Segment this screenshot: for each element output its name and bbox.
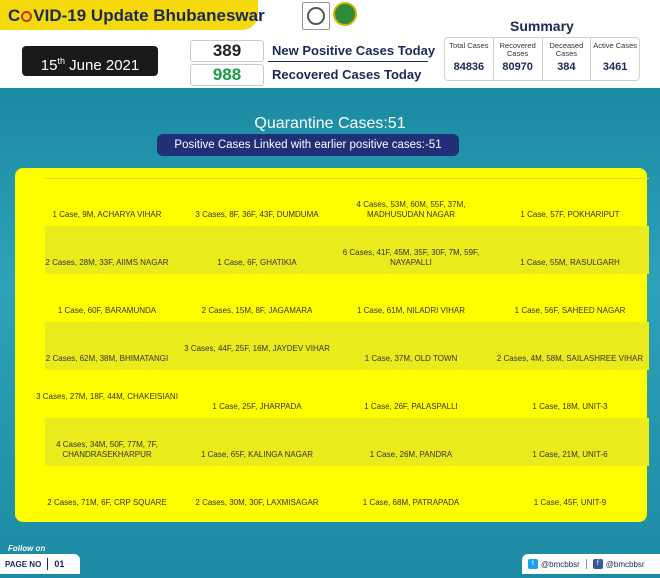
social-divider — [586, 559, 587, 569]
summary-value: 3461 — [602, 61, 628, 73]
page-label: PAGE NO — [5, 559, 42, 569]
summary-deceased — [543, 38, 592, 80]
summary-value: 384 — [557, 61, 576, 73]
case-cell: 1 Case, 68M, PATRAPADA — [362, 498, 460, 507]
title-banner — [0, 0, 265, 30]
twitter-handle[interactable]: @bmcbbsr — [541, 559, 580, 569]
case-cell: 2 Cases, 15M, 8F, JAGAMARA — [201, 306, 313, 315]
odisha-emblem-logo — [302, 2, 330, 30]
summary-active — [591, 38, 639, 80]
case-cell: 4 Cases, 53M, 60M, 55F, 37M, MADHUSUDAN NAGAR — [356, 200, 466, 219]
case-cell: 3 Cases, 44F, 25F, 16M, JAYDEV VIHAR — [184, 344, 330, 353]
quarantine-subtitle: Positive Cases Linked with earlier positive cases:-51 — [157, 134, 459, 156]
summary-total — [445, 38, 494, 80]
case-cell: 1 Case, 26F, PALASPALLI — [364, 402, 458, 411]
case-cell: 1 Case, 26M, PANDRA — [369, 450, 453, 459]
case-cell: 1 Case, 61M, NILADRI VIHAR — [356, 306, 466, 315]
date-suffix: th — [57, 56, 65, 66]
summary-label: Total Cases — [449, 41, 489, 50]
cases-panel — [15, 168, 647, 522]
case-cell: 1 Case, 55M, RASULGARH — [520, 258, 620, 267]
case-cell: 2 Cases, 71M, 6F, CRP SQUARE — [47, 498, 167, 507]
case-cell: 1 Case, 45F, UNIT-9 — [533, 498, 607, 507]
case-cell: 1 Case, 65F, KALINGA NAGAR — [200, 450, 314, 459]
facebook-icon[interactable]: f — [593, 559, 603, 569]
case-cell: 3 Cases, 8F, 36F, 43F, DUMDUMA — [195, 210, 319, 219]
recovered-label: Recovered Cases Today — [272, 67, 422, 82]
summary-value: 84836 — [453, 61, 485, 73]
virus-o-icon — [21, 11, 32, 22]
case-cell: 1 Case, 37M, OLD TOWN — [364, 354, 458, 363]
date-rest: June 2021 — [64, 57, 140, 74]
panel-top-line — [45, 178, 649, 179]
page-title — [8, 6, 265, 26]
summary-label: Active Cases — [593, 41, 638, 50]
page-divider — [47, 558, 48, 570]
page-number: 01 — [54, 559, 65, 569]
case-cell: 2 Cases, 30M, 30F, LAXMISAGAR — [195, 498, 319, 507]
label-divider — [268, 61, 428, 62]
summary-value: 80970 — [502, 61, 533, 73]
case-cell: 1 Case, 25F, JHARPADA — [212, 402, 302, 411]
header — [0, 0, 660, 88]
summary-label: Recovered Cases — [499, 41, 536, 58]
case-cell: 6 Cases, 41F, 45M, 35F, 30F, 7M, 59F, NAYAPALLI — [342, 248, 480, 267]
recovered-count: 988 — [190, 64, 264, 86]
case-cell: 2 Cases, 28M, 33F, AIIMS NAGAR — [45, 258, 169, 267]
new-positive-label: New Positive Cases Today — [272, 43, 436, 58]
summary-label: Deceased Cases — [549, 41, 584, 58]
title-prefix: C — [8, 6, 21, 25]
social-links — [522, 554, 660, 574]
quarantine-title: Quarantine Cases:51 — [254, 115, 406, 132]
summary-recovered — [494, 38, 543, 80]
summary-title: Summary — [510, 18, 574, 34]
case-cell: 1 Case, 21M, UNIT-6 — [532, 450, 608, 459]
bmc-logo — [333, 2, 357, 26]
case-cell: 1 Case, 6F, GHATIKIA — [217, 258, 297, 267]
case-cell: 3 Cases, 27M, 18F, 44M, CHAKEISIANI — [36, 392, 178, 401]
page-number-box — [0, 554, 80, 574]
twitter-icon[interactable]: t — [528, 559, 538, 569]
case-cell: 1 Case, 57F, POKHARIPUT — [520, 210, 620, 219]
case-cell: 1 Case, 56F, SAHEED NAGAR — [514, 306, 626, 315]
case-cell: 1 Case, 9M, ACHARYA VIHAR — [52, 210, 162, 219]
date-day: 15 — [40, 57, 58, 74]
case-cell: 1 Case, 18M, UNIT-3 — [532, 402, 608, 411]
follow-label: Follow on — [8, 544, 46, 553]
case-cell: 2 Cases, 4M, 58M, SAILASHREE VIHAR — [496, 354, 644, 363]
case-cell: 2 Cases, 62M, 38M, BHIMATANGI — [45, 354, 169, 363]
case-cell: 4 Cases, 34M, 50F, 77M, 7F, CHANDRASEKHARPUR — [56, 440, 158, 459]
summary-panel — [444, 37, 640, 81]
facebook-handle[interactable]: @bmcbbsr — [605, 559, 645, 569]
date-badge — [22, 46, 158, 76]
new-positive-count: 389 — [190, 40, 264, 62]
case-cell: 1 Case, 60F, BARAMUNDA — [57, 306, 157, 315]
title-suffix: VID-19 Update Bhubaneswar — [33, 6, 265, 25]
